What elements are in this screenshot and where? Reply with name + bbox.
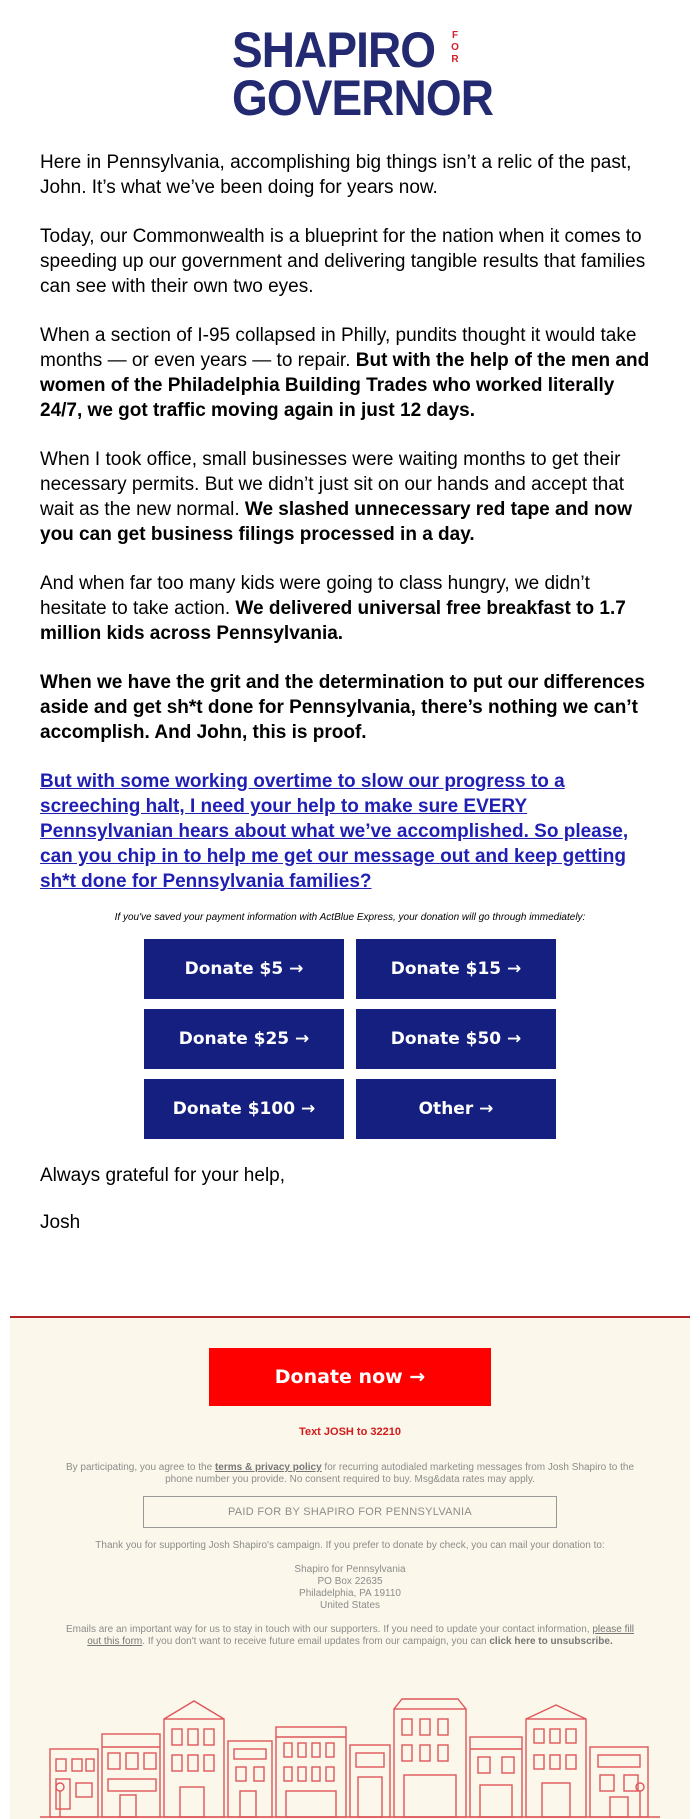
check-donation-note: Thank you for supporting Josh Shapiro's campaign. If you prefer to donate by check, you can mail your donation to:	[95, 1540, 605, 1551]
message-body	[0, 108, 700, 894]
paragraph-1: Here in Pennsylvania, accomplishing big things isn’t a relic of the past, John. It’s what we’ve been doing for years now.	[40, 152, 632, 198]
closing-line: Always grateful for your help,	[40, 1165, 286, 1186]
paragraph-5: And when far too many kids were going to class hungry, we didn’t hesitate to take action. We delivered universal free breakfast to 1.7 million kids across Pennsylvania.	[40, 573, 626, 644]
update-contact-form-link[interactable]: please fill out this form	[87, 1624, 635, 1647]
donate-other-button[interactable]: Other →	[356, 1079, 556, 1139]
donate-25-button[interactable]: Donate $25 →	[144, 1009, 344, 1069]
sms-disclaimer: By participating, you agree to the terms & privacy policy for recurring autodialed marketing messages from Josh Shapiro to the phone number you provide. No consent required to buy. Msg&data rates may apply.	[65, 1462, 635, 1485]
signoff	[0, 1139, 700, 1235]
paid-for-disclaimer: PAID FOR BY SHAPIRO FOR PENNSYLVANIA	[143, 1496, 557, 1528]
logo-for: F O R	[451, 30, 459, 65]
donate-cta-link[interactable]: But with some working overtime to slow our progress to a screeching halt, I need your help to make sure EVERY Pennsylvanian hears about what we’ve accomplished. So please, can you chip in to help me get our message out and keep getting sh*t done for Pennsylvania families?	[40, 771, 629, 892]
terms-privacy-link[interactable]: terms & privacy policy	[214, 1462, 322, 1473]
logo-governor: GOVERNOR	[232, 70, 494, 126]
email-preferences-note: Emails are an important way for us to stay in touch with our supporters. If you need to update your contact information, please fill out this form. If you don't want to receive future email updates from our campaign, you can click here to unsubscribe.	[65, 1624, 635, 1647]
paragraph-4: When I took office, small businesses were waiting months to get their necessary permits. But we didn’t just sit on our hands and accept that wait as the new normal. We slashed unnecessary red tape and now you can get business filings processed in a day.	[40, 449, 633, 545]
donate-15-button[interactable]: Donate $15 →	[356, 939, 556, 999]
unsubscribe-link[interactable]: click here to unsubscribe.	[489, 1636, 613, 1647]
footer	[10, 1316, 690, 1819]
donate-50-button[interactable]: Donate $50 →	[356, 1009, 556, 1069]
pennsylvania-skyline-illustration	[40, 1679, 660, 1819]
text-to-donate: Text JOSH to 32210	[299, 1426, 401, 1438]
cta-paragraph	[40, 769, 660, 894]
donate-now-button[interactable]: Donate now →	[209, 1348, 491, 1406]
signature-name: Josh	[40, 1212, 81, 1233]
donate-5-button[interactable]: Donate $5 →	[144, 939, 344, 999]
mailing-address: Shapiro for Pennsylvania PO Box 22635 Philadelphia, PA 19110 United States	[294, 1564, 406, 1611]
paragraph-3: When a section of I-95 collapsed in Philly, pundits thought it would take months — or even years — to repair. But with the help of the men and women of the Philadelphia Building Trades who worked literally 24/7, we got traffic moving again in just 12 days.	[40, 325, 650, 421]
logo-shapiro: SHAPIRO	[232, 22, 436, 78]
campaign-logo	[0, 0, 700, 126]
actblue-express-note: If you've saved your payment information with ActBlue Express, your donation will go through immediately:	[114, 912, 586, 923]
paragraph-2: Today, our Commonwealth is a blueprint for the nation when it comes to speeding up our government and delivering tangible results that families can see with their own two eyes.	[40, 226, 646, 297]
donate-button-grid	[144, 939, 556, 1139]
donate-100-button[interactable]: Donate $100 →	[144, 1079, 344, 1139]
paragraph-6: When we have the grit and the determination to put our differences aside and get sh*t done for Pennsylvania, there’s nothing we can’t accomplish. And John, this is proof.	[40, 672, 645, 743]
